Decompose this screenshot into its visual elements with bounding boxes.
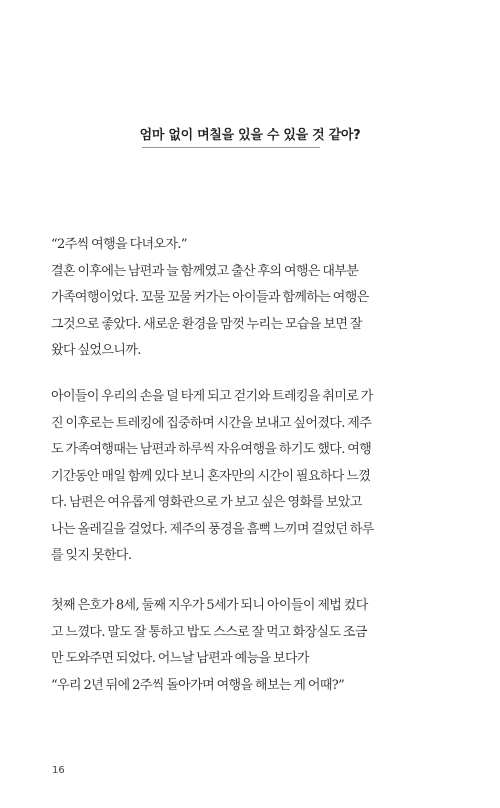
text-line: 를 잊지 못한다. [51,548,132,563]
paragraph-1 [51,232,451,365]
chapter-title: 엄마 없이 며칠을 있을 수 있을 것 같아? [139,128,361,143]
page-number: 16 [52,765,65,776]
text-line: 진 이후로는 트레킹에 집중하며 시간을 보내고 싶어졌다. 제주 [51,415,372,431]
text-line: 도 가족여행때는 남편과 하루씩 자유여행을 하기도 했다. 여행 [51,442,372,457]
text-line: 결혼 이후에는 남편과 늘 함께였고 출산 후의 여행은 대부분 [51,263,359,279]
text-line: 아이들이 우리의 손을 덜 타게 되고 걷기와 트레킹을 취미로 가 [51,389,373,404]
text-line: 왔다 싶었으니까. [51,343,141,358]
title-underline [142,147,320,148]
text-line: “2주씩 여행을 다녀오자.” [51,237,187,252]
text-line: 나는 올레길을 걸었다. 제주의 풍경을 흠뻑 느끼며 걸었던 하루 [51,521,374,537]
text-line: 가족여행이었다. 꼬물 꼬물 커가는 아이들과 함께하는 여행은 [51,290,369,305]
text-line: 다. 남편은 여유롭게 영화관으로 가 보고 싶은 영화를 보았고 [51,495,362,510]
text-line: 고 느꼈다. 말도 잘 통하고 밥도 스스로 잘 먹고 화장실도 조금 [51,624,367,640]
text-line: 만 도와주면 되었다. 어느날 남편과 예능을 보다가 [51,651,309,666]
text-line: 그것으로 좋았다. 새로운 환경을 맘껏 누리는 모습을 보면 잘 [51,316,362,332]
paragraph-3 [51,593,451,699]
text-line: 기간동안 매일 함께 있다 보니 혼자만의 시간이 필요하다 느꼈 [51,468,371,484]
paragraph-2 [51,384,451,570]
text-line: 첫째 은호가 8세, 둘째 지우가 5세가 되니 아이들이 제법 컸다 [51,598,368,613]
text-line: “우리 2년 뒤에 2주씩 돌아가며 여행을 해보는 게 어때?” [51,677,345,693]
